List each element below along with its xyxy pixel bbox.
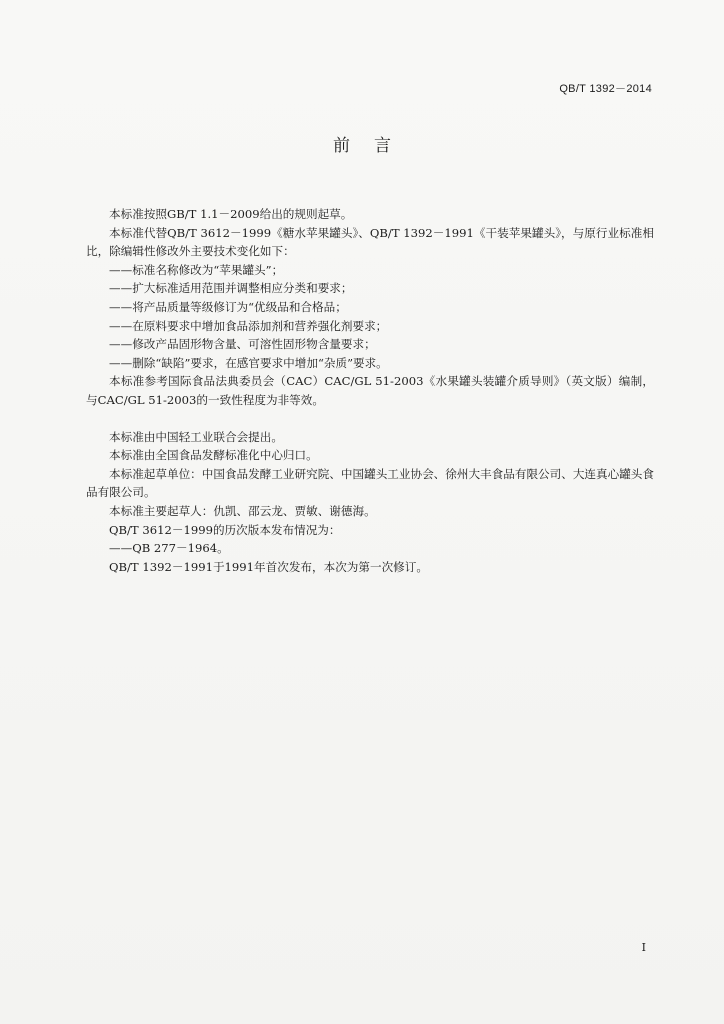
paragraph-drafters: 本标准主要起草人：仇凯、邵云龙、贾敏、谢德海。 [109,503,376,518]
paragraph-centralized: 本标准由全国食品发酵标准化中心归口。 [109,448,318,463]
paragraph-reference: 本标准参考国际食品法典委员会（CAC）CAC/GL 51-2003《水果罐头装罐介质导则》（英文版）编制，与CAC/GL 51-2003的一致性程度为非等效。 [86,374,654,407]
foreword-body [86,205,654,576]
change-item-defects: ——删除“缺陷”要求，在感官要求中增加“杂质”要求。 [109,355,388,370]
version-history-item: ——QB 277－1964。 [109,541,229,556]
change-item-additives: ——在原料要求中增加食品添加剂和营养强化剂要求； [109,318,388,333]
change-item-scope: ——扩大标准适用范围并调整相应分类和要求； [109,281,353,296]
page-number: I [641,941,646,954]
change-item-grade: ——将产品质量等级修订为“优级品和合格品； [109,299,347,314]
paragraph-drafting-units: 本标准起草单位：中国食品发酵工业研究院、中国罐头工业协会、徐州大丰食品有限公司、大连真心罐头食品有限公司。 [86,466,654,500]
paragraph-first-release: QB/T 1392－1991于1991年首次发布，本次为第一次修订。 [109,559,428,574]
change-item-name: ——标准名称修改为“苹果罐头”； [109,262,284,277]
paragraph-drafting-rules: 本标准按照GB/T 1.1－2009给出的规则起草。 [109,207,353,221]
paragraph-proposer: 本标准由中国轻工业联合会提出。 [109,429,283,444]
standard-code: QB/T 1392－2014 [559,83,652,95]
change-item-solids: ——修改产品固形物含量、可溶性固形物含量要求； [109,337,376,352]
paragraph-gap [86,410,654,428]
paragraph-replacement: 本标准代替QB/T 3612－1999《糖水苹果罐头》、QB/T 1392－1991《干装苹果罐头》，与原行业标准相比，除编辑性修改外主要技术变化如下： [86,225,654,259]
paragraph-version-history: QB/T 3612－1999的历次版本发布情况为： [109,522,341,537]
page-title: 前言 [333,136,415,156]
